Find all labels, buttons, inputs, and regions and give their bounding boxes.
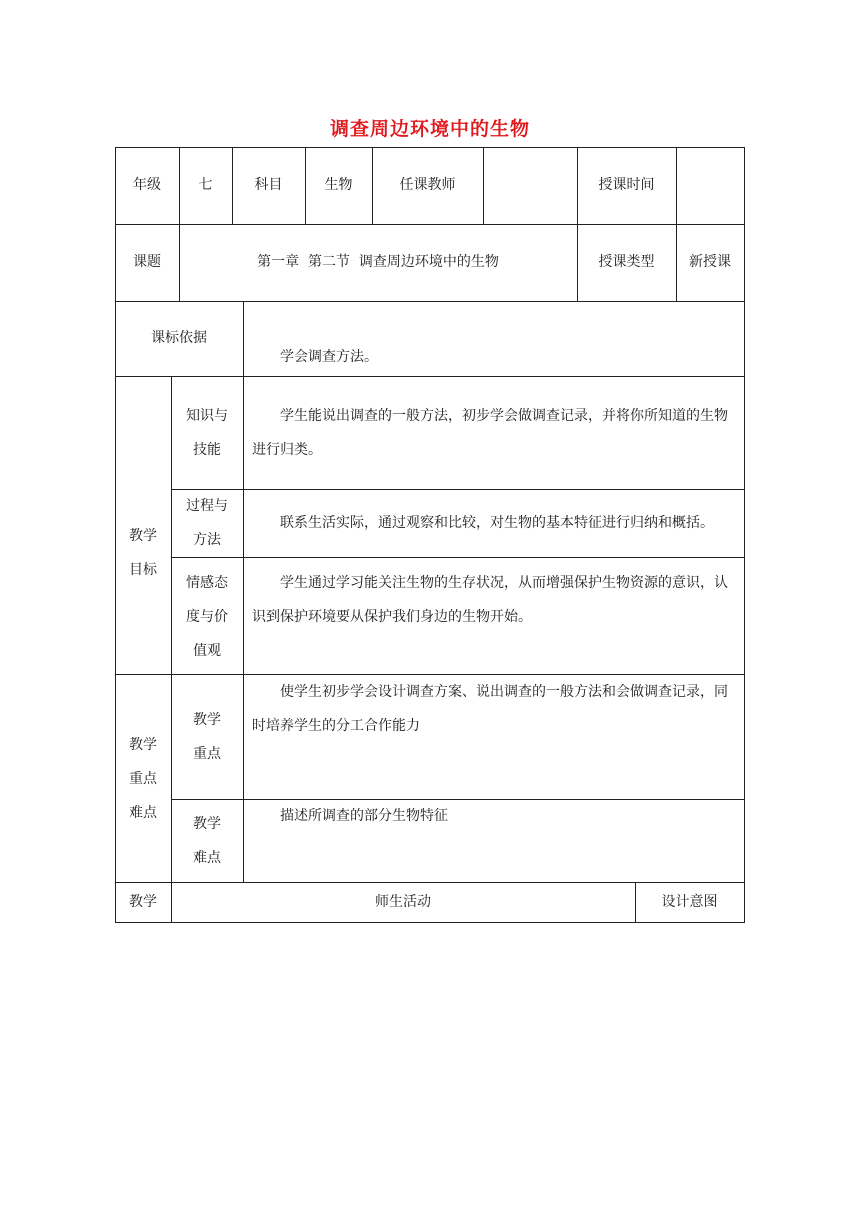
knowledge-text: 学生能说出调查的一般方法，初步学会做调查记录，并将你所知道的生物进行归类。 — [252, 408, 728, 458]
process-label-line2: 方法 — [193, 532, 221, 548]
knowledge-label-line1: 知识与 — [186, 408, 228, 424]
lesson-plan-table — [115, 147, 745, 923]
document-title: 调查周边环境中的生物 — [329, 118, 530, 140]
footer-col3: 设计意图 — [661, 894, 718, 910]
focus-label-line3: 难点 — [129, 805, 157, 821]
key-label-line2: 重点 — [193, 746, 221, 762]
emotion-text: 学生通过学习能关注生物的生存状况，从而增强保护生物资源的意识，认识到保护环境要从保护我们身边的生物开始。 — [252, 575, 728, 625]
emotion-label-line3: 值观 — [193, 643, 221, 659]
difficult-label-line2: 难点 — [193, 850, 221, 866]
footer-col2: 师生活动 — [375, 894, 431, 910]
time-label: 授课时间 — [598, 177, 655, 193]
objectives-label-line2: 目标 — [129, 562, 157, 578]
type-value: 新授课 — [689, 254, 731, 270]
emotion-label-line1: 情感态 — [186, 575, 228, 591]
topic-value: 第一章 第二节 调查周边环境中的生物 — [257, 254, 499, 270]
subject-value: 生物 — [324, 177, 353, 193]
grade-value: 七 — [198, 177, 213, 193]
objectives-label-line1: 教学 — [129, 528, 157, 544]
standard-text: 学会调查方法。 — [280, 349, 378, 365]
process-text: 联系生活实际，通过观察和比较，对生物的基本特征进行归纳和概括。 — [280, 515, 714, 531]
footer-col1: 教学 — [129, 894, 157, 910]
teacher-label: 任课教师 — [399, 177, 456, 193]
difficult-text: 描述所调查的部分生物特征 — [280, 808, 448, 824]
process-label-line1: 过程与 — [186, 498, 228, 514]
standard-label: 课标依据 — [151, 330, 207, 346]
emotion-label-line2: 度与价 — [186, 609, 228, 625]
subject-label: 科目 — [254, 177, 283, 193]
key-label-line1: 教学 — [193, 712, 221, 728]
focus-label-line1: 教学 — [129, 737, 157, 753]
type-label: 授课类型 — [598, 254, 655, 270]
key-text: 使学生初步学会设计调查方案、说出调查的一般方法和会做调查记录，同时培养学生的分工合作能力 — [252, 684, 728, 734]
topic-label: 课题 — [133, 254, 161, 270]
focus-label-line2: 重点 — [129, 771, 157, 787]
difficult-label-line1: 教学 — [193, 816, 221, 832]
knowledge-label-line2: 技能 — [193, 442, 221, 458]
grade-label: 年级 — [133, 177, 161, 193]
